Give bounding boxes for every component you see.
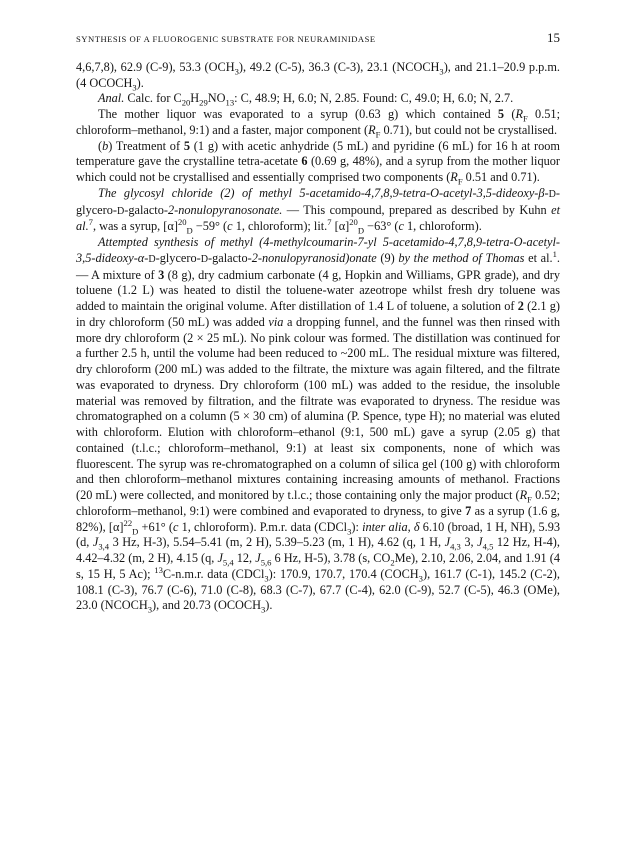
text-run: 4,3 — [450, 541, 461, 552]
paragraph — [76, 186, 560, 235]
text-run: 5,6 — [260, 557, 272, 568]
text-run: 3 — [347, 525, 352, 536]
text-run: ), and 21.1–20.9 p.p.m. (4 OCOCH — [76, 59, 561, 90]
text-run: R — [519, 488, 528, 502]
text-run: : C, 48.9; H, 6.0; N, 2.85. Found: C, 49.0; H, 6.0; N, 2.7. — [234, 91, 514, 106]
text-run: 12, — [233, 551, 256, 565]
text-run: 13 — [154, 564, 163, 575]
text-run: J — [217, 551, 223, 565]
text-run: ). — [136, 75, 144, 90]
text-run: 2 — [517, 299, 524, 313]
text-run: by the method of Thomas — [398, 250, 525, 265]
text-run: Attempted synthesis of methyl (4-methylcoumarin-7-yl 5-acetamido-4,7,8,9-tetra-O-acetyl-3,5-dideoxy-α- — [76, 235, 560, 265]
text-run: D — [357, 225, 365, 236]
text-run: 12 Hz, H-4), 4.42–4.32 (m, 2 H), 4.15 (q, — [76, 535, 560, 565]
text-run: inter alia, δ — [362, 519, 420, 534]
text-run: R — [368, 122, 376, 137]
text-run: via — [268, 314, 284, 329]
paragraph — [76, 60, 560, 92]
text-run: The glycosyl chloride — [98, 185, 213, 200]
text-run: a dropping funnel, and the funnel was then rinsed with more dry chloroform (2 × 25 mL). No pink colour was formed. The distillation was continued for a further 2.5 h, until the volume had been reduced to ~200 mL. The residual mixture was filtered, dry chloroform (200 mL) was added to the filtrate, the mixture was again filtered, and the filtrate was evaporated to dryness. Dry chloroform (100 mL) was added to the residue, the insoluble material was removed by filtration, and the filtrate was evaporated to dryness. The residue was chromatographed on a column (5 × 30 cm) of alumina (P. Spence, type H); no material was eluted with chloroform. Elution with chloroform–ethanol (9:1, 500 mL) gave a syrup (2.05 g) that contained (t.l.c.; chloroform–methanol, 9:1) at least six components, none of which was fluorescent. The syrup was re-chromatographed on a column of silica gel (100 g) with chloroform and then chloroform–methanol mixtures containing increasing amounts of methanol. Fractions (20 mL) were collected, and monitored by t.l.c.; those containing only the major product ( — [76, 314, 561, 502]
text-run: (2.1 g) in dry chloroform (50 mL) was added — [76, 299, 560, 329]
text-run: 3 — [418, 573, 423, 584]
text-run: . — A mixture of — [76, 250, 560, 282]
text-run: 1, chloroform). — [403, 219, 482, 234]
text-run: 1, chloroform). P.m.r. data (CDCl — [178, 519, 348, 534]
text-run: 3, — [460, 535, 478, 550]
text-run: Anal. — [98, 91, 125, 106]
text-run: 3 — [147, 604, 153, 615]
text-run: b — [102, 138, 109, 153]
text-run: (9) — [376, 250, 399, 265]
text-run: 0.51; chloroform–methanol, 9:1) and a faster, major component ( — [76, 107, 560, 137]
text-run: 5,4 — [222, 557, 234, 568]
text-run: -glycero- — [76, 185, 560, 217]
text-run: R — [515, 107, 523, 121]
paragraph — [76, 235, 560, 614]
text-run: Me), 2.10, 2.06, 2.04, and 1.91 (4 s, 15 H, 5 Ac); — [76, 551, 560, 581]
text-run: 0.51 and 0.71). — [462, 170, 540, 184]
text-run: 3 Hz, H-3), 5.54–5.41 (m, 2 H), 5.39–5.23 (m, 1 H), 4.62 (q, 1 H, — [109, 535, 445, 550]
text-run: 2-nonulopyranosid)onate — [251, 250, 377, 265]
paragraph — [76, 107, 560, 139]
text-run: , was a syrup, [α] — [92, 219, 178, 234]
text-run: -galacto- — [208, 250, 252, 265]
text-run: 0.52; chloroform–methanol, 9:1) were combined and evaporated to dryness, to give — [76, 488, 561, 518]
text-run: D — [148, 253, 156, 265]
text-run: — This compound, prepared as described by Kuhn — [282, 202, 552, 217]
text-run: ), 161.7 (C-1), 145.2 (C-2), 108.1 (C-3), 76.7 (C-6), 71.0 (C-8), 68.3 (C-7), 67.7 (C-4), 62.0 (C-9), 52.7 (C-5), 46.3 (OMe), 23.0 (NCOCH — [76, 566, 560, 613]
page — [76, 30, 560, 614]
text-run: −63° ( — [364, 219, 399, 234]
text-run: 22 — [123, 517, 133, 528]
text-run: 7 — [88, 217, 93, 228]
text-run: (0.69 g, 48%), and a syrup from the mother liquor which could not be crystallised and essentially comprised two components ( — [76, 154, 560, 184]
text-run: 6.10 (broad, 1 H, NH), 5.93 (d, — [76, 519, 560, 550]
text-run: ) Treatment of — [108, 138, 184, 153]
text-run: J — [92, 535, 99, 550]
text-run: 20 — [349, 217, 358, 228]
text-run: (2) — [212, 185, 243, 200]
text-run: of methyl 5-acetamido-4,7,8,9-tetra-O-acetyl-3,5-dideoxy-β- — [242, 185, 549, 200]
text-run: 6 Hz, H-5), 3.78 (s, CO — [271, 551, 391, 565]
text-run: D — [186, 225, 193, 236]
text-run: -galacto- — [124, 202, 168, 217]
running-title: SYNTHESIS OF A FLUOROGENIC SUBSTRATE FOR NEURAMINIDASE — [76, 34, 376, 44]
text-run: NO — [207, 91, 226, 106]
text-run: c — [227, 219, 233, 234]
text-run: 1 — [552, 248, 557, 259]
text-run: 2-nonulopyranosonate. — [167, 202, 283, 217]
text-run: 3 — [261, 604, 266, 615]
text-run: c — [172, 519, 179, 534]
text-run: ). — [265, 598, 273, 613]
text-run: F — [527, 494, 532, 505]
text-run: J — [477, 535, 483, 550]
text-run: 3 — [158, 267, 165, 282]
text-run: as a syrup (1.6 g, 82%), [α] — [76, 503, 560, 534]
text-run: D — [116, 205, 125, 217]
text-run: −59° ( — [192, 219, 228, 234]
text-run: J — [444, 535, 451, 550]
text-run: 1, chloroform); lit. — [232, 219, 328, 234]
text-run: D — [548, 188, 556, 200]
text-run: Calc. for C — [124, 91, 182, 106]
text-run: ), and 20.73 (OCOCH — [152, 598, 261, 613]
text-run: F — [522, 113, 528, 124]
text-run: c — [398, 219, 404, 234]
text-run: 3 — [234, 66, 239, 77]
text-run: 29 — [199, 97, 208, 108]
body-text — [76, 60, 560, 614]
text-run: J — [255, 551, 261, 565]
text-run: 20 — [181, 97, 191, 108]
text-run: ): 170.9, 170.7, 170.4 (COCH — [268, 566, 419, 581]
text-run: 6 — [301, 154, 308, 169]
text-run: 3,4 — [98, 541, 110, 552]
text-run: 4,5 — [482, 541, 494, 552]
text-run: ): — [351, 519, 363, 534]
text-run: 5 — [183, 138, 190, 153]
text-run: 4,6,7,8), 62.9 (C-9), 53.3 (OCH — [76, 59, 235, 74]
text-run: 2 — [390, 557, 395, 568]
text-run: R — [450, 170, 458, 184]
text-run: H — [190, 91, 200, 106]
text-run: 13 — [225, 97, 235, 108]
text-run: C-n.m.r. data (CDCl — [162, 566, 265, 581]
text-run: F — [457, 176, 463, 187]
paragraph — [76, 139, 560, 186]
text-run: 20 — [177, 217, 187, 228]
text-run: 3 — [439, 66, 444, 77]
text-run: F — [375, 129, 381, 140]
paragraph — [76, 91, 560, 107]
text-run: +61° ( — [138, 519, 173, 534]
text-run: The mother liquor was evaporated to a syrup (0.63 g) which contained — [98, 107, 498, 121]
text-run: 0.71), but could not be crystallised. — [380, 122, 558, 137]
text-run: 7 — [465, 503, 472, 518]
text-run: ( — [98, 138, 103, 153]
text-run: D — [200, 253, 208, 265]
text-run: (1 g) with acetic anhydride (5 mL) and pyridine (6 mL) for 16 h at room temperature gave the crystalline tetra-acetate — [76, 138, 560, 169]
text-run: et al. — [524, 250, 553, 265]
text-run: -glycero- — [155, 250, 201, 265]
text-run: [α] — [331, 219, 350, 234]
text-run: 3 — [132, 81, 137, 92]
text-run: (8 g), dry cadmium carbonate (4 g, Hopkin and Williams, GPR grade), and dry toluene (1.2 L) was heated to distil the toluene-water azeotrope whilst fresh dry toluene was added to maintain the original volume. After distillation of 1.4 L of toluene, a solution of — [76, 267, 560, 313]
text-run: 5 — [497, 107, 505, 121]
text-run: 3 — [264, 573, 269, 584]
text-run: D — [132, 525, 139, 536]
text-run: ), 49.2 (C-5), 36.3 (C-3), 23.1 (NCOCH — [238, 59, 440, 74]
page-number: 15 — [547, 30, 560, 45]
text-run: 7 — [327, 217, 332, 228]
running-header — [76, 30, 560, 48]
text-run: et al. — [76, 202, 560, 234]
text-run: ( — [504, 107, 516, 121]
